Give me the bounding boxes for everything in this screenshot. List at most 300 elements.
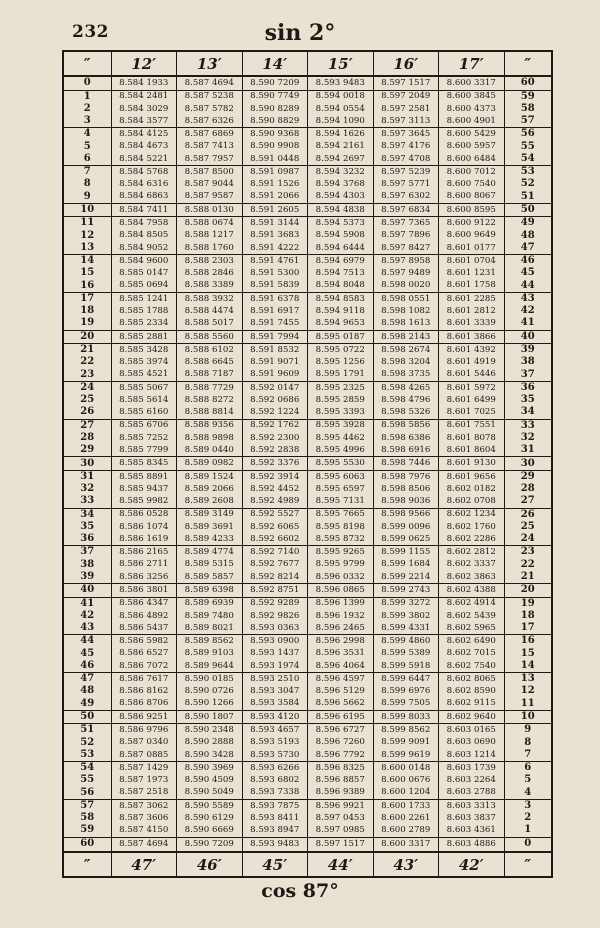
value-cell: 8.592 1762 xyxy=(242,419,308,432)
value-cell: 8.594 4303 xyxy=(308,191,374,204)
value-cell: 8.590 7749 xyxy=(242,90,308,103)
value-cell: 8.596 2465 xyxy=(308,622,374,635)
value-cell: 8.589 6939 xyxy=(177,597,243,610)
value-cell: 8.602 4388 xyxy=(439,584,505,597)
value-cell: 8.584 8505 xyxy=(111,230,177,242)
value-cell: 8.603 0165 xyxy=(439,724,505,737)
value-cell: 8.598 2143 xyxy=(373,330,439,343)
seconds-cell-right: 36 xyxy=(504,381,551,394)
value-cell: 8.589 7480 xyxy=(177,610,243,622)
table-row xyxy=(64,774,551,786)
value-cell: 8.593 5193 xyxy=(242,737,308,749)
value-cell: 8.598 1613 xyxy=(373,317,439,330)
value-cell: 8.600 4373 xyxy=(439,103,505,115)
value-cell: 8.590 5589 xyxy=(177,799,243,812)
value-cell: 8.598 3204 xyxy=(373,356,439,368)
value-cell: 8.593 4120 xyxy=(242,710,308,723)
header-row xyxy=(64,52,551,76)
seconds-cell-left: 3 xyxy=(64,115,111,128)
value-cell: 8.591 8532 xyxy=(242,344,308,357)
value-cell: 8.597 4176 xyxy=(373,141,439,153)
header-col: 17′ xyxy=(439,52,505,76)
value-cell: 8.600 0148 xyxy=(373,762,439,775)
value-cell: 8.587 8500 xyxy=(177,166,243,179)
value-cell: 8.587 4694 xyxy=(111,837,177,852)
seconds-cell-right: 21 xyxy=(504,571,551,584)
value-cell: 8.601 3866 xyxy=(439,330,505,343)
seconds-cell-left: 52 xyxy=(80,736,95,748)
value-cell: 8.598 5856 xyxy=(373,419,439,432)
value-cell: 8.586 5982 xyxy=(111,635,177,648)
value-cell: 8.585 2334 xyxy=(111,317,177,330)
value-cell: 8.602 3337 xyxy=(439,559,505,571)
value-cell: 8.599 6976 xyxy=(373,685,439,697)
value-cell: 8.584 4673 xyxy=(111,141,177,153)
value-cell: 8.595 3393 xyxy=(308,406,374,419)
table-row xyxy=(64,749,551,762)
value-cell: 8.589 8021 xyxy=(177,622,243,635)
value-cell: 8.597 8427 xyxy=(373,242,439,255)
value-cell: 8.598 3735 xyxy=(373,369,439,382)
value-cell: 8.587 6326 xyxy=(177,115,243,128)
table-row xyxy=(64,191,551,204)
value-cell: 8.595 5530 xyxy=(308,457,374,470)
value-cell: 8.584 2481 xyxy=(111,90,177,103)
footer-col: 46′ xyxy=(177,852,243,876)
seconds-cell-left: 53 xyxy=(64,749,111,762)
table-row xyxy=(64,369,551,382)
value-cell: 8.597 8958 xyxy=(373,255,439,268)
value-cell: 8.600 3317 xyxy=(373,837,439,852)
seconds-cell-right: 22 xyxy=(504,559,551,571)
value-cell: 8.589 3691 xyxy=(177,521,243,533)
value-cell: 8.587 7957 xyxy=(177,153,243,166)
value-cell: 8.600 1204 xyxy=(373,787,439,800)
value-cell: 8.600 8595 xyxy=(439,203,505,216)
value-cell: 8.600 2261 xyxy=(373,812,439,824)
seconds-cell-right: 10 xyxy=(504,710,551,723)
value-cell: 8.596 8325 xyxy=(308,762,374,775)
seconds-cell-right: 14 xyxy=(504,660,551,673)
seconds-cell-right: 3 xyxy=(504,799,551,812)
table-row xyxy=(64,267,551,279)
seconds-cell-left: 57 xyxy=(80,799,95,811)
seconds-cell-right: 56 xyxy=(504,128,551,141)
value-cell: 8.591 9071 xyxy=(242,356,308,368)
value-cell: 8.594 1090 xyxy=(308,115,374,128)
value-cell: 8.601 5446 xyxy=(439,369,505,382)
value-cell: 8.597 2581 xyxy=(373,103,439,115)
value-cell: 8.592 1224 xyxy=(242,406,308,419)
value-cell: 8.595 7131 xyxy=(308,495,374,508)
value-cell: 8.594 5373 xyxy=(308,217,374,230)
value-cell: 8.602 8065 xyxy=(439,673,505,686)
seconds-cell-left: 16 xyxy=(64,280,111,293)
value-cell: 8.586 5437 xyxy=(111,622,177,635)
value-cell: 8.590 2888 xyxy=(177,737,243,749)
value-cell: 8.596 5662 xyxy=(308,698,374,711)
value-cell: 8.599 6447 xyxy=(373,673,439,686)
value-cell: 8.591 7455 xyxy=(242,317,308,330)
value-cell: 8.588 8272 xyxy=(177,394,243,406)
table-row xyxy=(64,203,551,216)
value-cell: 8.602 2286 xyxy=(439,533,505,546)
seconds-cell-right: 32 xyxy=(504,432,551,444)
seconds-cell-right: 23 xyxy=(504,546,551,559)
seconds-cell-right: 13 xyxy=(504,673,551,686)
value-cell: 8.594 8583 xyxy=(308,292,374,305)
table-row xyxy=(64,115,551,128)
value-cell: 8.602 3863 xyxy=(439,571,505,584)
value-cell: 8.601 8078 xyxy=(439,432,505,444)
value-cell: 8.598 9036 xyxy=(373,495,439,508)
value-cell: 8.585 5067 xyxy=(111,381,177,394)
value-cell: 8.601 0177 xyxy=(439,242,505,255)
value-cell: 8.596 9921 xyxy=(308,799,374,812)
value-cell: 8.599 5389 xyxy=(373,648,439,660)
seconds-cell-right: 17 xyxy=(504,622,551,635)
value-cell: 8.589 8562 xyxy=(177,635,243,648)
value-cell: 8.586 4347 xyxy=(111,597,177,610)
value-cell: 8.603 4361 xyxy=(439,824,505,837)
value-cell: 8.595 0187 xyxy=(308,330,374,343)
value-cell: 8.597 7365 xyxy=(373,217,439,230)
table-row xyxy=(64,444,551,457)
table-row xyxy=(64,698,551,711)
seconds-cell-right: 50 xyxy=(504,203,551,216)
value-cell: 8.585 0147 xyxy=(111,267,177,279)
value-cell: 8.599 9091 xyxy=(373,737,439,749)
value-cell: 8.595 1791 xyxy=(308,369,374,382)
value-cell: 8.588 0130 xyxy=(177,203,243,216)
value-cell: 8.596 7792 xyxy=(308,749,374,762)
value-cell: 8.600 9649 xyxy=(439,230,505,242)
value-cell: 8.584 9052 xyxy=(111,242,177,255)
value-cell: 8.597 5771 xyxy=(373,178,439,190)
value-cell: 8.593 1974 xyxy=(242,660,308,673)
value-cell: 8.585 6706 xyxy=(111,419,177,432)
value-cell: 8.588 6102 xyxy=(177,344,243,357)
seconds-cell-right: 1 xyxy=(504,824,551,837)
value-cell: 8.595 9799 xyxy=(308,559,374,571)
value-cell: 8.596 3531 xyxy=(308,648,374,660)
table-row xyxy=(64,432,551,444)
seconds-cell-right: 49 xyxy=(504,217,551,230)
value-cell: 8.587 0885 xyxy=(111,749,177,762)
value-cell: 8.593 7875 xyxy=(242,799,308,812)
table-row xyxy=(64,153,551,166)
value-cell: 8.585 3974 xyxy=(111,356,177,368)
seconds-cell-right: 28 xyxy=(504,483,551,495)
value-cell: 8.599 3272 xyxy=(373,597,439,610)
value-cell: 8.594 9653 xyxy=(308,317,374,330)
value-cell: 8.589 6398 xyxy=(177,584,243,597)
header-col: 14′ xyxy=(242,52,308,76)
seconds-cell-right: 54 xyxy=(504,153,551,166)
value-cell: 8.593 7338 xyxy=(242,787,308,800)
value-cell: 8.592 9826 xyxy=(242,610,308,622)
value-cell: 8.593 5730 xyxy=(242,749,308,762)
seconds-cell-right: 34 xyxy=(504,406,551,419)
value-cell: 8.592 3914 xyxy=(242,470,308,483)
value-cell: 8.598 1082 xyxy=(373,305,439,317)
value-cell: 8.597 5239 xyxy=(373,166,439,179)
value-cell: 8.591 3144 xyxy=(242,217,308,230)
value-cell: 8.594 8048 xyxy=(308,280,374,293)
value-cell: 8.585 7799 xyxy=(111,444,177,457)
value-cell: 8.596 0332 xyxy=(308,571,374,584)
table-row xyxy=(64,178,551,190)
table-row xyxy=(64,128,551,141)
value-cell: 8.596 4597 xyxy=(308,673,374,686)
seconds-cell-right: 29 xyxy=(504,470,551,483)
value-cell: 8.597 6302 xyxy=(373,191,439,204)
value-cell: 8.592 4452 xyxy=(242,483,308,495)
table-row xyxy=(64,381,551,394)
value-cell: 8.588 7729 xyxy=(177,381,243,394)
seconds-cell-left: 54 xyxy=(80,762,95,774)
seconds-cell-left: 9 xyxy=(64,191,111,204)
value-cell: 8.592 0147 xyxy=(242,381,308,394)
seconds-cell-right: 42 xyxy=(504,305,551,317)
seconds-cell-left: 51 xyxy=(80,724,95,736)
value-cell: 8.588 5017 xyxy=(177,317,243,330)
seconds-cell-left: 56 xyxy=(64,787,111,800)
value-cell: 8.590 0185 xyxy=(177,673,243,686)
seconds-cell-left: 11 xyxy=(80,217,95,229)
seconds-cell-left: 50 xyxy=(64,710,111,723)
seconds-cell-right: 39 xyxy=(504,344,551,357)
table-row xyxy=(64,305,551,317)
value-cell: 8.596 7260 xyxy=(308,737,374,749)
value-cell: 8.590 0726 xyxy=(177,685,243,697)
seconds-cell-right: 20 xyxy=(504,584,551,597)
value-cell: 8.587 7413 xyxy=(177,141,243,153)
value-cell: 8.591 2066 xyxy=(242,191,308,204)
seconds-cell-right: 26 xyxy=(504,508,551,521)
seconds-cell-right: 47 xyxy=(504,242,551,255)
table-row xyxy=(64,787,551,800)
seconds-cell-right: 33 xyxy=(504,419,551,432)
seconds-cell-left: 43 xyxy=(64,622,111,635)
seconds-cell-left: 12 xyxy=(80,229,95,241)
value-cell: 8.602 9115 xyxy=(439,698,505,711)
value-cell: 8.594 3768 xyxy=(308,178,374,190)
seconds-cell-right: 15 xyxy=(504,648,551,660)
value-cell: 8.593 1437 xyxy=(242,648,308,660)
value-cell: 8.600 1733 xyxy=(373,799,439,812)
seconds-cell-right: 53 xyxy=(504,166,551,179)
value-cell: 8.599 4331 xyxy=(373,622,439,635)
table-row xyxy=(64,597,551,610)
value-cell: 8.588 0674 xyxy=(177,217,243,230)
table-row xyxy=(64,90,551,103)
value-cell: 8.599 2743 xyxy=(373,584,439,597)
value-cell: 8.597 3113 xyxy=(373,115,439,128)
value-cell: 8.590 1807 xyxy=(177,710,243,723)
value-cell: 8.587 3606 xyxy=(111,812,177,824)
value-cell: 8.596 5129 xyxy=(308,685,374,697)
seconds-cell-right: 30 xyxy=(504,457,551,470)
header-col: 15′ xyxy=(308,52,374,76)
value-cell: 8.592 2838 xyxy=(242,444,308,457)
header-seconds-right: ″ xyxy=(504,52,551,76)
value-cell: 8.587 9044 xyxy=(177,178,243,190)
value-cell: 8.602 6490 xyxy=(439,635,505,648)
seconds-cell-right: 9 xyxy=(504,724,551,737)
value-cell: 8.585 4521 xyxy=(111,369,177,382)
value-cell: 8.584 5768 xyxy=(111,166,177,179)
value-cell: 8.592 4989 xyxy=(242,495,308,508)
value-cell: 8.585 8891 xyxy=(111,470,177,483)
value-cell: 8.584 3029 xyxy=(111,103,177,115)
table-row xyxy=(64,812,551,824)
value-cell: 8.590 6129 xyxy=(177,812,243,824)
value-cell: 8.601 1231 xyxy=(439,267,505,279)
table-row xyxy=(64,533,551,546)
value-cell: 8.584 6316 xyxy=(111,178,177,190)
value-cell: 8.601 8604 xyxy=(439,444,505,457)
value-cell: 8.603 4886 xyxy=(439,837,505,852)
value-cell: 8.595 9265 xyxy=(308,546,374,559)
value-cell: 8.589 3149 xyxy=(177,508,243,521)
seconds-cell-right: 57 xyxy=(504,115,551,128)
value-cell: 8.589 0440 xyxy=(177,444,243,457)
value-cell: 8.596 0865 xyxy=(308,584,374,597)
value-cell: 8.602 2812 xyxy=(439,546,505,559)
value-cell: 8.601 9656 xyxy=(439,470,505,483)
value-cell: 8.593 4657 xyxy=(242,724,308,737)
value-cell: 8.595 8198 xyxy=(308,521,374,533)
seconds-cell-left: 31 xyxy=(80,470,95,482)
seconds-cell-right: 24 xyxy=(504,533,551,546)
table-row xyxy=(64,710,551,723)
seconds-cell-left: 49 xyxy=(64,698,111,711)
value-cell: 8.597 1517 xyxy=(373,76,439,90)
value-cell: 8.587 4694 xyxy=(177,76,243,90)
value-cell: 8.592 7677 xyxy=(242,559,308,571)
value-cell: 8.590 8289 xyxy=(242,103,308,115)
seconds-cell-left: 18 xyxy=(80,305,95,317)
seconds-cell-left: 34 xyxy=(80,508,95,520)
table-row xyxy=(64,508,551,521)
seconds-cell-left: 59 xyxy=(64,824,111,837)
value-cell: 8.586 7617 xyxy=(111,673,177,686)
value-cell: 8.588 7187 xyxy=(177,369,243,382)
value-cell: 8.587 1973 xyxy=(111,774,177,786)
value-cell: 8.585 5614 xyxy=(111,394,177,406)
value-cell: 8.599 3802 xyxy=(373,610,439,622)
value-cell: 8.600 3845 xyxy=(439,90,505,103)
value-cell: 8.593 8947 xyxy=(242,824,308,837)
value-cell: 8.594 3232 xyxy=(308,166,374,179)
value-cell: 8.593 6266 xyxy=(242,762,308,775)
value-cell: 8.602 7015 xyxy=(439,648,505,660)
value-cell: 8.590 1266 xyxy=(177,698,243,711)
seconds-cell-left: 17 xyxy=(80,292,95,304)
value-cell: 8.603 2264 xyxy=(439,774,505,786)
value-cell: 8.601 7551 xyxy=(439,419,505,432)
value-cell: 8.595 1256 xyxy=(308,356,374,368)
value-cell: 8.596 6727 xyxy=(308,724,374,737)
value-cell: 8.593 9483 xyxy=(308,76,374,90)
value-cell: 8.602 5439 xyxy=(439,610,505,622)
value-cell: 8.598 8506 xyxy=(373,483,439,495)
value-cell: 8.590 7209 xyxy=(242,76,308,90)
value-cell: 8.586 6527 xyxy=(111,648,177,660)
seconds-cell-right: 0 xyxy=(504,837,551,852)
value-cell: 8.602 1760 xyxy=(439,521,505,533)
value-cell: 8.590 5049 xyxy=(177,787,243,800)
table-row xyxy=(64,483,551,495)
value-cell: 8.597 0985 xyxy=(308,824,374,837)
value-cell: 8.590 3969 xyxy=(177,762,243,775)
value-cell: 8.590 8829 xyxy=(242,115,308,128)
header-col: 13′ xyxy=(177,52,243,76)
value-cell: 8.595 6063 xyxy=(308,470,374,483)
value-cell: 8.588 9898 xyxy=(177,432,243,444)
seconds-cell-right: 43 xyxy=(504,292,551,305)
value-cell: 8.599 5918 xyxy=(373,660,439,673)
table-row xyxy=(64,470,551,483)
seconds-cell-right: 52 xyxy=(504,178,551,190)
seconds-cell-left: 4 xyxy=(83,128,91,140)
table-row xyxy=(64,344,551,357)
value-cell: 8.595 4996 xyxy=(308,444,374,457)
value-cell: 8.593 0363 xyxy=(242,622,308,635)
value-cell: 8.592 3376 xyxy=(242,457,308,470)
seconds-cell-left: 19 xyxy=(64,317,111,330)
value-cell: 8.600 6484 xyxy=(439,153,505,166)
value-cell: 8.590 7209 xyxy=(177,837,243,852)
value-cell: 8.600 7012 xyxy=(439,166,505,179)
value-cell: 8.595 8732 xyxy=(308,533,374,546)
seconds-cell-left: 46 xyxy=(64,660,111,673)
value-cell: 8.601 2285 xyxy=(439,292,505,305)
value-cell: 8.589 5857 xyxy=(177,571,243,584)
seconds-cell-left: 24 xyxy=(80,381,95,393)
value-cell: 8.601 4919 xyxy=(439,356,505,368)
value-cell: 8.592 0686 xyxy=(242,394,308,406)
table-row xyxy=(64,762,551,775)
footer-col: 43′ xyxy=(373,852,439,876)
header-col: 12′ xyxy=(111,52,177,76)
value-cell: 8.594 9118 xyxy=(308,305,374,317)
value-cell: 8.594 4838 xyxy=(308,203,374,216)
value-cell: 8.595 4462 xyxy=(308,432,374,444)
value-cell: 8.597 4708 xyxy=(373,153,439,166)
value-cell: 8.594 2697 xyxy=(308,153,374,166)
value-cell: 8.591 6917 xyxy=(242,305,308,317)
value-cell: 8.584 7958 xyxy=(111,217,177,230)
value-cell: 8.593 8411 xyxy=(242,812,308,824)
header-col: 16′ xyxy=(373,52,439,76)
value-cell: 8.594 7513 xyxy=(308,267,374,279)
seconds-cell-left: 29 xyxy=(64,444,111,457)
value-cell: 8.596 1932 xyxy=(308,610,374,622)
table-row xyxy=(64,648,551,660)
value-cell: 8.589 9644 xyxy=(177,660,243,673)
value-cell: 8.602 7540 xyxy=(439,660,505,673)
table-row xyxy=(64,799,551,812)
value-cell: 8.586 0528 xyxy=(111,508,177,521)
value-cell: 8.603 1739 xyxy=(439,762,505,775)
seconds-cell-left: 21 xyxy=(80,344,95,356)
value-cell: 8.591 2605 xyxy=(242,203,308,216)
value-cell: 8.592 7140 xyxy=(242,546,308,559)
value-cell: 8.595 0722 xyxy=(308,344,374,357)
value-cell: 8.595 3928 xyxy=(308,419,374,432)
